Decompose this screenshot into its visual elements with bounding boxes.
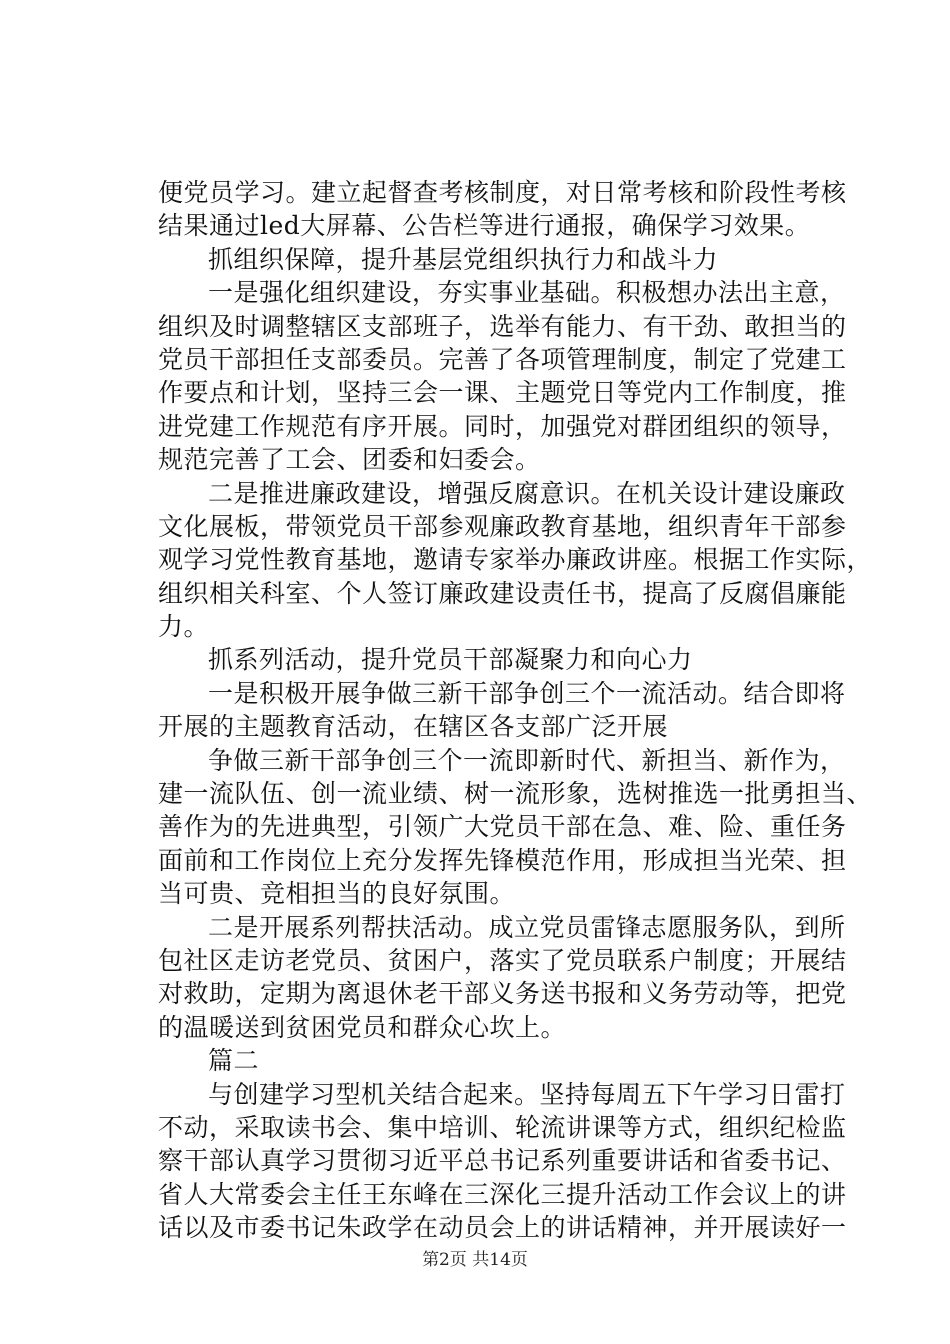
text-line: 对救助，定期为离退休老干部义务送书报和义务劳动等，把党 [158,979,847,1009]
text-line: 不动，采取读书会、集中培训、轮流讲课等方式，组织纪检监 [158,1112,847,1142]
text-line: 结果通过led大屏幕、公告栏等进行通报，确保学习效果。 [158,211,811,241]
text-line: 争做三新干部争创三个一流即新时代、新担当、新作为， [208,745,846,775]
text-line: 当可贵、竞相担当的良好氛围。 [158,879,516,909]
text-line: 二是开展系列帮扶活动。成立党员雷锋志愿服务队，到所 [208,912,846,942]
text-line: 建一流队伍、创一流业绩、树一流形象，选树推选一批勇担当、 [158,779,873,809]
text-line: 话以及市委书记朱政学在动员会上的讲话精神，并开展读好一 [158,1213,847,1243]
text-line: 抓组织保障，提升基层党组织执行力和战斗力 [208,244,719,274]
text-line: 组织相关科室、个人签订廉政建设责任书，提高了反腐倡廉能 [158,578,847,608]
text-line: 规范完善了工会、团委和妇委会。 [158,445,541,475]
text-line: 文化展板，带领党员干部参观廉政教育基地，组织青年干部参 [158,511,847,541]
text-line: 观学习党性教育基地，邀请专家举办廉政讲座。根据工作实际， [158,545,873,575]
text-line: 善作为的先进典型，引领广大党员干部在急、难、险、重任务 [158,812,847,842]
text-line: 党员干部担任支部委员。完善了各项管理制度，制定了党建工 [158,344,847,374]
text-line: 作要点和计划，坚持三会一课、主题党日等党内工作制度，推 [158,378,847,408]
text-line: 开展的主题教育活动，在辖区各支部广泛开展 [158,712,669,742]
text-line: 抓系列活动，提升党员干部凝聚力和向心力 [208,645,693,675]
text-line: 便党员学习。建立起督查考核制度，对日常考核和阶段性考核 [158,178,847,207]
text-line: 一是强化组织建设，夯实事业基础。积极想办法出主意， [208,278,846,308]
text-line: 察干部认真学习贯彻习近平总书记系列重要讲话和省委书记、 [158,1146,847,1176]
document-body [158,176,873,1245]
text-line: 篇二 [208,1046,260,1076]
text-line: 与创建学习型机关结合起来。坚持每周五下午学习日雷打 [208,1079,846,1109]
page-number-footer: 第2页 共14页 [422,1250,528,1270]
text-line: 力。 [158,612,210,642]
text-line: 组织及时调整辖区支部班子，选举有能力、有干劲、敢担当的 [158,311,847,341]
text-line: 进党建工作规范有序开展。同时，加强党对群团组织的领导， [158,411,847,441]
text-line: 一是积极开展争做三新干部争创三个一流活动。结合即将 [208,678,846,708]
text-line: 省人大常委会主任王东峰在三深化三提升活动工作会议上的讲 [158,1179,847,1209]
text-line: 的温暖送到贫困党员和群众心坎上。 [158,1012,567,1042]
text-line: 面前和工作岗位上充分发挥先锋模范作用，形成担当光荣、担 [158,845,847,875]
text-line: 二是推进廉政建设，增强反腐意识。在机关设计建设廉政 [208,478,846,508]
text-line: 包社区走访老党员、贫困户，落实了党员联系户制度；开展结 [158,945,847,975]
